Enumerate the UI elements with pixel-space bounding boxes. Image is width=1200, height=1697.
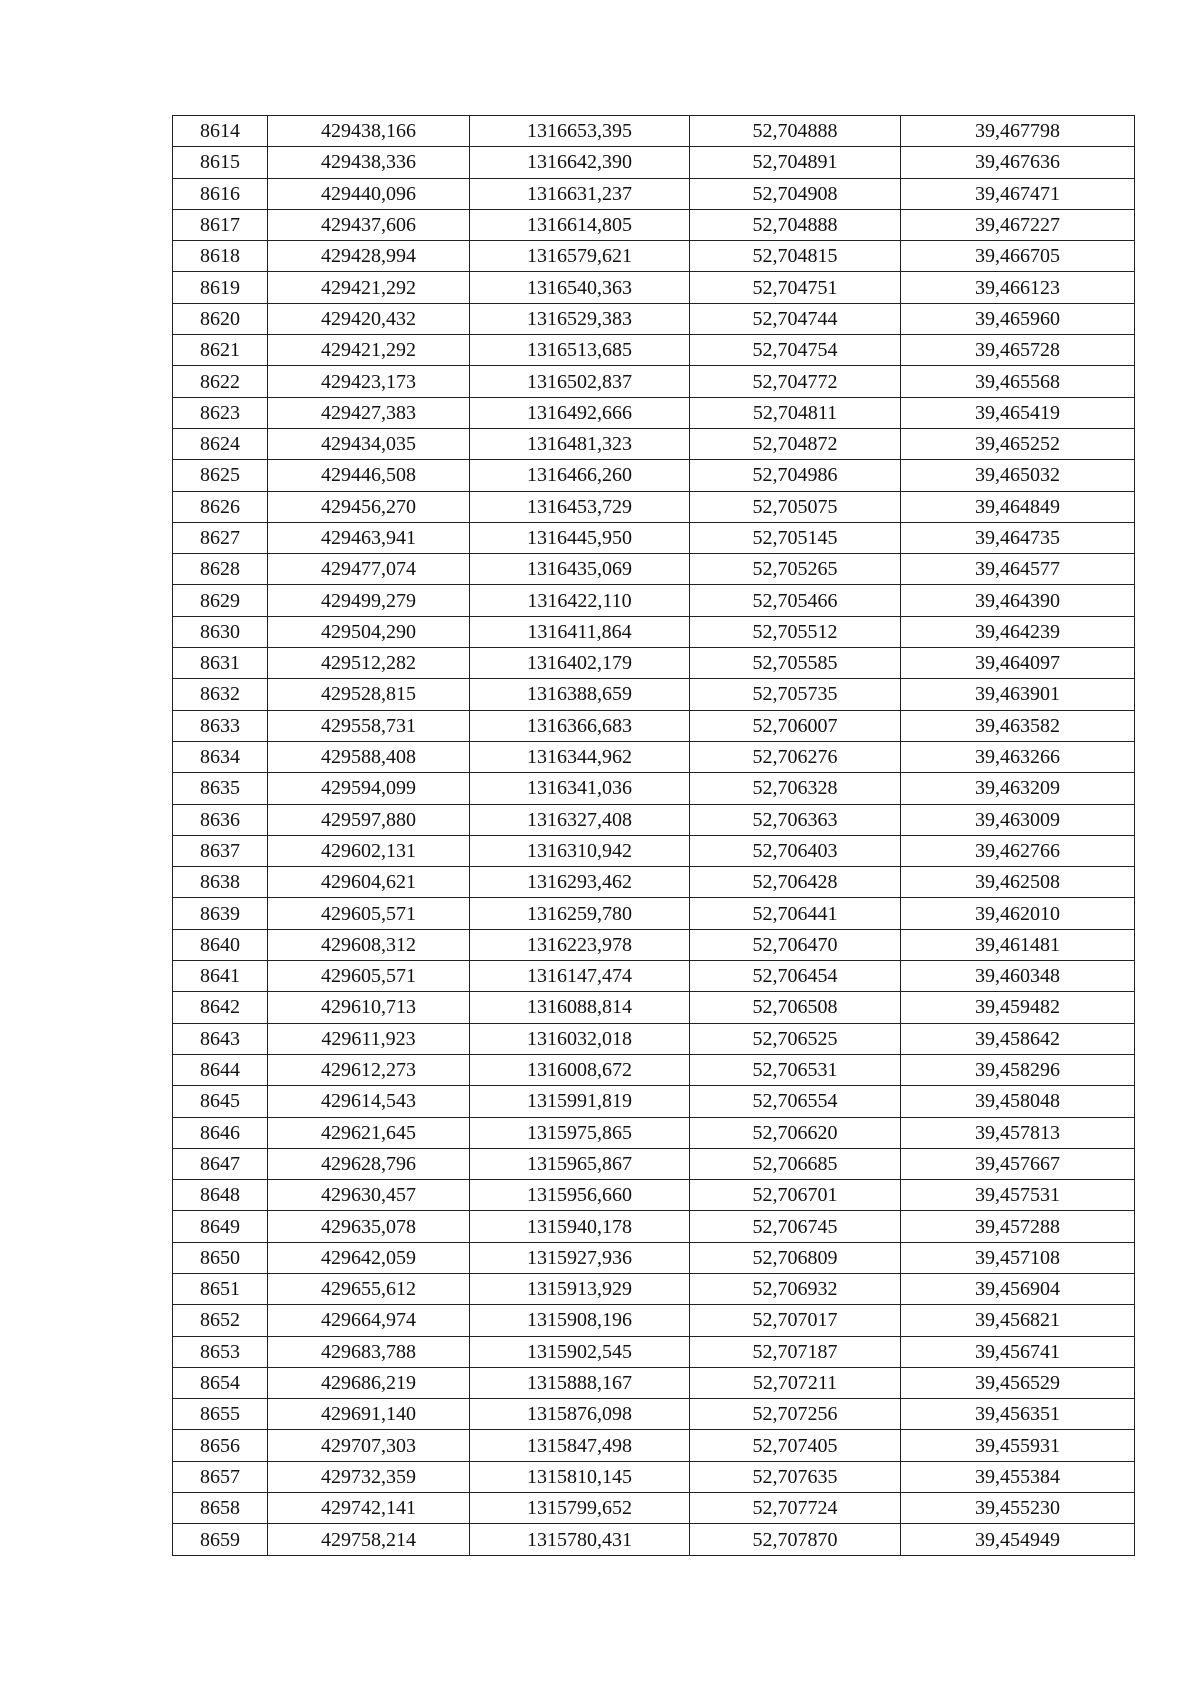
longitude-cell: 39,460348	[901, 961, 1135, 992]
latitude-cell: 52,706685	[690, 1148, 901, 1179]
table-row	[173, 1367, 1135, 1398]
longitude-cell: 39,454949	[901, 1524, 1135, 1555]
longitude-cell: 39,464097	[901, 648, 1135, 679]
latitude-cell: 52,705512	[690, 616, 901, 647]
table-row	[173, 1336, 1135, 1367]
longitude-cell: 39,457813	[901, 1117, 1135, 1148]
y-coordinate-cell: 1315847,498	[470, 1430, 690, 1461]
latitude-cell: 52,707256	[690, 1399, 901, 1430]
latitude-cell: 52,706809	[690, 1242, 901, 1273]
latitude-cell: 52,705585	[690, 648, 901, 679]
latitude-cell: 52,706403	[690, 835, 901, 866]
point-number-cell: 8617	[173, 209, 268, 240]
y-coordinate-cell: 1315991,819	[470, 1086, 690, 1117]
table-row	[173, 428, 1135, 459]
point-number-cell: 8635	[173, 773, 268, 804]
y-coordinate-cell: 1316614,805	[470, 209, 690, 240]
point-number-cell: 8634	[173, 741, 268, 772]
x-coordinate-cell: 429434,035	[268, 428, 470, 459]
x-coordinate-cell: 429423,173	[268, 366, 470, 397]
point-number-cell: 8643	[173, 1023, 268, 1054]
latitude-cell: 52,705145	[690, 522, 901, 553]
x-coordinate-cell: 429621,645	[268, 1117, 470, 1148]
y-coordinate-cell: 1316259,780	[470, 898, 690, 929]
latitude-cell: 52,707635	[690, 1461, 901, 1492]
point-number-cell: 8659	[173, 1524, 268, 1555]
y-coordinate-cell: 1316366,683	[470, 710, 690, 741]
point-number-cell: 8628	[173, 554, 268, 585]
point-number-cell: 8639	[173, 898, 268, 929]
x-coordinate-cell: 429707,303	[268, 1430, 470, 1461]
x-coordinate-cell: 429635,078	[268, 1211, 470, 1242]
y-coordinate-cell: 1316540,363	[470, 272, 690, 303]
latitude-cell: 52,706007	[690, 710, 901, 741]
longitude-cell: 39,456529	[901, 1367, 1135, 1398]
x-coordinate-cell: 429691,140	[268, 1399, 470, 1430]
latitude-cell: 52,704986	[690, 460, 901, 491]
longitude-cell: 39,465568	[901, 366, 1135, 397]
y-coordinate-cell: 1315956,660	[470, 1180, 690, 1211]
latitude-cell: 52,706363	[690, 804, 901, 835]
table-row	[173, 1273, 1135, 1304]
latitude-cell: 52,704815	[690, 241, 901, 272]
table-row	[173, 867, 1135, 898]
latitude-cell: 52,705265	[690, 554, 901, 585]
point-number-cell: 8638	[173, 867, 268, 898]
latitude-cell: 52,705735	[690, 679, 901, 710]
table-row	[173, 1211, 1135, 1242]
y-coordinate-cell: 1316502,837	[470, 366, 690, 397]
latitude-cell: 52,704744	[690, 303, 901, 334]
table-row	[173, 272, 1135, 303]
x-coordinate-cell: 429456,270	[268, 491, 470, 522]
x-coordinate-cell: 429438,336	[268, 147, 470, 178]
longitude-cell: 39,466123	[901, 272, 1135, 303]
x-coordinate-cell: 429642,059	[268, 1242, 470, 1273]
longitude-cell: 39,465960	[901, 303, 1135, 334]
point-number-cell: 8657	[173, 1461, 268, 1492]
longitude-cell: 39,455230	[901, 1493, 1135, 1524]
table-row	[173, 1117, 1135, 1148]
x-coordinate-cell: 429732,359	[268, 1461, 470, 1492]
point-number-cell: 8645	[173, 1086, 268, 1117]
x-coordinate-cell: 429664,974	[268, 1305, 470, 1336]
point-number-cell: 8619	[173, 272, 268, 303]
table-row	[173, 835, 1135, 866]
longitude-cell: 39,463209	[901, 773, 1135, 804]
point-number-cell: 8642	[173, 992, 268, 1023]
longitude-cell: 39,461481	[901, 929, 1135, 960]
point-number-cell: 8651	[173, 1273, 268, 1304]
y-coordinate-cell: 1315876,098	[470, 1399, 690, 1430]
longitude-cell: 39,456741	[901, 1336, 1135, 1367]
point-number-cell: 8633	[173, 710, 268, 741]
point-number-cell: 8626	[173, 491, 268, 522]
x-coordinate-cell: 429628,796	[268, 1148, 470, 1179]
coordinate-table-body	[173, 116, 1135, 1556]
point-number-cell: 8636	[173, 804, 268, 835]
latitude-cell: 52,704754	[690, 335, 901, 366]
table-row	[173, 1086, 1135, 1117]
y-coordinate-cell: 1316032,018	[470, 1023, 690, 1054]
latitude-cell: 52,706554	[690, 1086, 901, 1117]
table-row	[173, 1493, 1135, 1524]
latitude-cell: 52,707724	[690, 1493, 901, 1524]
x-coordinate-cell: 429440,096	[268, 178, 470, 209]
longitude-cell: 39,464239	[901, 616, 1135, 647]
x-coordinate-cell: 429528,815	[268, 679, 470, 710]
table-row	[173, 241, 1135, 272]
latitude-cell: 52,704888	[690, 209, 901, 240]
latitude-cell: 52,704751	[690, 272, 901, 303]
longitude-cell: 39,456821	[901, 1305, 1135, 1336]
longitude-cell: 39,464577	[901, 554, 1135, 585]
longitude-cell: 39,458642	[901, 1023, 1135, 1054]
y-coordinate-cell: 1316344,962	[470, 741, 690, 772]
latitude-cell: 52,706525	[690, 1023, 901, 1054]
x-coordinate-cell: 429421,292	[268, 272, 470, 303]
table-row	[173, 491, 1135, 522]
latitude-cell: 52,705466	[690, 585, 901, 616]
longitude-cell: 39,465728	[901, 335, 1135, 366]
longitude-cell: 39,465252	[901, 428, 1135, 459]
x-coordinate-cell: 429446,508	[268, 460, 470, 491]
longitude-cell: 39,463009	[901, 804, 1135, 835]
point-number-cell: 8648	[173, 1180, 268, 1211]
point-number-cell: 8649	[173, 1211, 268, 1242]
longitude-cell: 39,467798	[901, 116, 1135, 147]
y-coordinate-cell: 1315780,431	[470, 1524, 690, 1555]
x-coordinate-cell: 429463,941	[268, 522, 470, 553]
y-coordinate-cell: 1315888,167	[470, 1367, 690, 1398]
x-coordinate-cell: 429630,457	[268, 1180, 470, 1211]
longitude-cell: 39,466705	[901, 241, 1135, 272]
x-coordinate-cell: 429611,923	[268, 1023, 470, 1054]
y-coordinate-cell: 1316327,408	[470, 804, 690, 835]
point-number-cell: 8621	[173, 335, 268, 366]
x-coordinate-cell: 429504,290	[268, 616, 470, 647]
latitude-cell: 52,707211	[690, 1367, 901, 1398]
latitude-cell: 52,707870	[690, 1524, 901, 1555]
y-coordinate-cell: 1316388,659	[470, 679, 690, 710]
longitude-cell: 39,459482	[901, 992, 1135, 1023]
table-row	[173, 178, 1135, 209]
x-coordinate-cell: 429686,219	[268, 1367, 470, 1398]
y-coordinate-cell: 1316631,237	[470, 178, 690, 209]
longitude-cell: 39,467636	[901, 147, 1135, 178]
y-coordinate-cell: 1316310,942	[470, 835, 690, 866]
table-row	[173, 1054, 1135, 1085]
y-coordinate-cell: 1315902,545	[470, 1336, 690, 1367]
x-coordinate-cell: 429614,543	[268, 1086, 470, 1117]
latitude-cell: 52,704888	[690, 116, 901, 147]
latitude-cell: 52,704772	[690, 366, 901, 397]
point-number-cell: 8650	[173, 1242, 268, 1273]
latitude-cell: 52,704908	[690, 178, 901, 209]
table-row	[173, 648, 1135, 679]
longitude-cell: 39,467471	[901, 178, 1135, 209]
y-coordinate-cell: 1316481,323	[470, 428, 690, 459]
table-row	[173, 585, 1135, 616]
longitude-cell: 39,456904	[901, 1273, 1135, 1304]
point-number-cell: 8622	[173, 366, 268, 397]
latitude-cell: 52,706620	[690, 1117, 901, 1148]
x-coordinate-cell: 429683,788	[268, 1336, 470, 1367]
x-coordinate-cell: 429602,131	[268, 835, 470, 866]
table-row	[173, 773, 1135, 804]
y-coordinate-cell: 1315975,865	[470, 1117, 690, 1148]
latitude-cell: 52,707017	[690, 1305, 901, 1336]
y-coordinate-cell: 1316435,069	[470, 554, 690, 585]
table-row	[173, 1023, 1135, 1054]
longitude-cell: 39,464390	[901, 585, 1135, 616]
latitude-cell: 52,706328	[690, 773, 901, 804]
x-coordinate-cell: 429512,282	[268, 648, 470, 679]
y-coordinate-cell: 1316466,260	[470, 460, 690, 491]
x-coordinate-cell: 429604,621	[268, 867, 470, 898]
table-row	[173, 1242, 1135, 1273]
x-coordinate-cell: 429558,731	[268, 710, 470, 741]
longitude-cell: 39,457108	[901, 1242, 1135, 1273]
table-row	[173, 898, 1135, 929]
point-number-cell: 8629	[173, 585, 268, 616]
latitude-cell: 52,706470	[690, 929, 901, 960]
x-coordinate-cell: 429477,074	[268, 554, 470, 585]
table-row	[173, 1305, 1135, 1336]
y-coordinate-cell: 1316492,666	[470, 397, 690, 428]
x-coordinate-cell: 429421,292	[268, 335, 470, 366]
x-coordinate-cell: 429437,606	[268, 209, 470, 240]
table-row	[173, 209, 1135, 240]
y-coordinate-cell: 1315940,178	[470, 1211, 690, 1242]
x-coordinate-cell: 429758,214	[268, 1524, 470, 1555]
longitude-cell: 39,458048	[901, 1086, 1135, 1117]
x-coordinate-cell: 429605,571	[268, 898, 470, 929]
y-coordinate-cell: 1316642,390	[470, 147, 690, 178]
point-number-cell: 8620	[173, 303, 268, 334]
point-number-cell: 8658	[173, 1493, 268, 1524]
point-number-cell: 8654	[173, 1367, 268, 1398]
longitude-cell: 39,458296	[901, 1054, 1135, 1085]
y-coordinate-cell: 1316223,978	[470, 929, 690, 960]
longitude-cell: 39,463266	[901, 741, 1135, 772]
point-number-cell: 8637	[173, 835, 268, 866]
table-row	[173, 1524, 1135, 1555]
longitude-cell: 39,462508	[901, 867, 1135, 898]
point-number-cell: 8618	[173, 241, 268, 272]
longitude-cell: 39,463582	[901, 710, 1135, 741]
point-number-cell: 8653	[173, 1336, 268, 1367]
table-row	[173, 1461, 1135, 1492]
table-row	[173, 460, 1135, 491]
point-number-cell: 8646	[173, 1117, 268, 1148]
y-coordinate-cell: 1315965,867	[470, 1148, 690, 1179]
table-row	[173, 710, 1135, 741]
table-row	[173, 397, 1135, 428]
y-coordinate-cell: 1316579,621	[470, 241, 690, 272]
table-row	[173, 616, 1135, 647]
point-number-cell: 8623	[173, 397, 268, 428]
point-number-cell: 8652	[173, 1305, 268, 1336]
longitude-cell: 39,457531	[901, 1180, 1135, 1211]
latitude-cell: 52,705075	[690, 491, 901, 522]
table-row	[173, 929, 1135, 960]
point-number-cell: 8615	[173, 147, 268, 178]
latitude-cell: 52,706454	[690, 961, 901, 992]
y-coordinate-cell: 1315810,145	[470, 1461, 690, 1492]
y-coordinate-cell: 1316445,950	[470, 522, 690, 553]
y-coordinate-cell: 1316529,383	[470, 303, 690, 334]
y-coordinate-cell: 1316653,395	[470, 116, 690, 147]
longitude-cell: 39,455931	[901, 1430, 1135, 1461]
latitude-cell: 52,706441	[690, 898, 901, 929]
latitude-cell: 52,704811	[690, 397, 901, 428]
y-coordinate-cell: 1316422,110	[470, 585, 690, 616]
latitude-cell: 52,704891	[690, 147, 901, 178]
table-row	[173, 741, 1135, 772]
table-row	[173, 554, 1135, 585]
x-coordinate-cell: 429597,880	[268, 804, 470, 835]
point-number-cell: 8647	[173, 1148, 268, 1179]
y-coordinate-cell: 1316341,036	[470, 773, 690, 804]
longitude-cell: 39,455384	[901, 1461, 1135, 1492]
y-coordinate-cell: 1315908,196	[470, 1305, 690, 1336]
coordinate-table	[172, 115, 1135, 1556]
point-number-cell: 8624	[173, 428, 268, 459]
x-coordinate-cell: 429594,099	[268, 773, 470, 804]
latitude-cell: 52,706745	[690, 1211, 901, 1242]
y-coordinate-cell: 1316088,814	[470, 992, 690, 1023]
point-number-cell: 8632	[173, 679, 268, 710]
x-coordinate-cell: 429499,279	[268, 585, 470, 616]
table-row	[173, 804, 1135, 835]
latitude-cell: 52,707187	[690, 1336, 901, 1367]
y-coordinate-cell: 1316008,672	[470, 1054, 690, 1085]
point-number-cell: 8630	[173, 616, 268, 647]
y-coordinate-cell: 1315799,652	[470, 1493, 690, 1524]
latitude-cell: 52,706276	[690, 741, 901, 772]
y-coordinate-cell: 1315927,936	[470, 1242, 690, 1273]
x-coordinate-cell: 429588,408	[268, 741, 470, 772]
y-coordinate-cell: 1316513,685	[470, 335, 690, 366]
y-coordinate-cell: 1316411,864	[470, 616, 690, 647]
point-number-cell: 8656	[173, 1430, 268, 1461]
latitude-cell: 52,706428	[690, 867, 901, 898]
longitude-cell: 39,467227	[901, 209, 1135, 240]
table-row	[173, 992, 1135, 1023]
x-coordinate-cell: 429427,383	[268, 397, 470, 428]
longitude-cell: 39,464849	[901, 491, 1135, 522]
point-number-cell: 8641	[173, 961, 268, 992]
longitude-cell: 39,462766	[901, 835, 1135, 866]
table-row	[173, 147, 1135, 178]
x-coordinate-cell: 429608,312	[268, 929, 470, 960]
x-coordinate-cell: 429655,612	[268, 1273, 470, 1304]
point-number-cell: 8640	[173, 929, 268, 960]
table-row	[173, 522, 1135, 553]
x-coordinate-cell: 429612,273	[268, 1054, 470, 1085]
y-coordinate-cell: 1315913,929	[470, 1273, 690, 1304]
table-row	[173, 116, 1135, 147]
point-number-cell: 8631	[173, 648, 268, 679]
point-number-cell: 8644	[173, 1054, 268, 1085]
longitude-cell: 39,463901	[901, 679, 1135, 710]
longitude-cell: 39,462010	[901, 898, 1135, 929]
table-row	[173, 1430, 1135, 1461]
longitude-cell: 39,464735	[901, 522, 1135, 553]
table-row	[173, 335, 1135, 366]
point-number-cell: 8616	[173, 178, 268, 209]
y-coordinate-cell: 1316147,474	[470, 961, 690, 992]
x-coordinate-cell: 429420,432	[268, 303, 470, 334]
x-coordinate-cell: 429605,571	[268, 961, 470, 992]
x-coordinate-cell: 429610,713	[268, 992, 470, 1023]
point-number-cell: 8655	[173, 1399, 268, 1430]
latitude-cell: 52,706932	[690, 1273, 901, 1304]
table-row	[173, 1148, 1135, 1179]
latitude-cell: 52,706701	[690, 1180, 901, 1211]
point-number-cell: 8625	[173, 460, 268, 491]
longitude-cell: 39,465032	[901, 460, 1135, 491]
longitude-cell: 39,465419	[901, 397, 1135, 428]
point-number-cell: 8627	[173, 522, 268, 553]
latitude-cell: 52,706508	[690, 992, 901, 1023]
table-row	[173, 303, 1135, 334]
table-row	[173, 1180, 1135, 1211]
table-row	[173, 961, 1135, 992]
x-coordinate-cell: 429428,994	[268, 241, 470, 272]
latitude-cell: 52,707405	[690, 1430, 901, 1461]
longitude-cell: 39,456351	[901, 1399, 1135, 1430]
latitude-cell: 52,704872	[690, 428, 901, 459]
table-row	[173, 366, 1135, 397]
point-number-cell: 8614	[173, 116, 268, 147]
y-coordinate-cell: 1316293,462	[470, 867, 690, 898]
table-row	[173, 679, 1135, 710]
x-coordinate-cell: 429438,166	[268, 116, 470, 147]
longitude-cell: 39,457667	[901, 1148, 1135, 1179]
x-coordinate-cell: 429742,141	[268, 1493, 470, 1524]
table-row	[173, 1399, 1135, 1430]
y-coordinate-cell: 1316453,729	[470, 491, 690, 522]
y-coordinate-cell: 1316402,179	[470, 648, 690, 679]
longitude-cell: 39,457288	[901, 1211, 1135, 1242]
latitude-cell: 52,706531	[690, 1054, 901, 1085]
